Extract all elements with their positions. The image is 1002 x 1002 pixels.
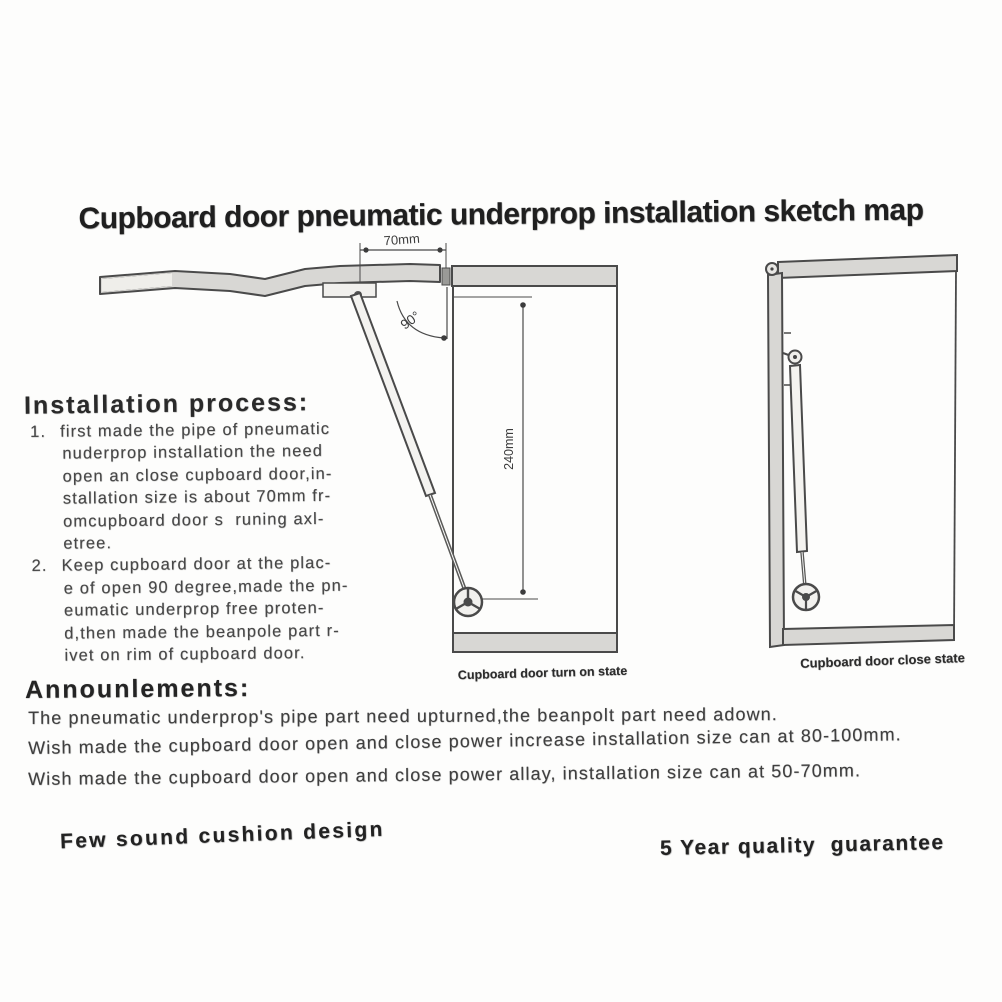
caption-open-state: Cupboard door turn on state xyxy=(457,663,628,683)
announcements-heading: Announlements: xyxy=(24,674,251,704)
page-title: Cupboard door pneumatic underprop installation sketch map xyxy=(78,193,924,236)
dimension-240mm xyxy=(454,297,538,599)
installation-step-2 xyxy=(31,551,412,667)
step-line: stallation size is about 70mm fr- xyxy=(62,487,332,508)
step-line: ivet on rim of cupboard door. xyxy=(64,644,306,665)
open-door-panel xyxy=(100,264,440,296)
step-line: e of open 90 degree,made the pn- xyxy=(63,576,349,598)
dimension-240mm-label: 240mm xyxy=(502,428,516,470)
step-text: Keep cupboard door at the plac- xyxy=(61,554,332,576)
gas-strut-closed xyxy=(783,333,807,587)
step-text: first made the pipe of pneumatic xyxy=(60,419,331,441)
installation-step-1 xyxy=(30,417,411,555)
step-line: omcupboard door s runing axl- xyxy=(62,509,325,531)
dimension-70mm-label: 70mm xyxy=(383,230,421,249)
step-number: 1. xyxy=(30,422,47,441)
installation-heading: Installation process: xyxy=(23,388,310,420)
diagram-closed-state xyxy=(750,245,980,685)
door-bracket xyxy=(323,283,376,299)
step-number: 2. xyxy=(31,557,48,576)
slogan-quality-guarantee: 5 Year quality guarantee xyxy=(659,831,945,860)
step-line: d,then made the beanpole part r- xyxy=(64,621,340,643)
step-line: etree. xyxy=(63,534,113,553)
angle-90-label: 90° xyxy=(397,308,424,333)
caption-closed-state: Cupboard door close state xyxy=(799,650,966,671)
hinge-icon xyxy=(766,263,778,275)
step-line: nuderprop installation the need xyxy=(62,442,324,464)
ball-mount-closed-icon xyxy=(793,584,819,610)
announcement-line: The pneumatic underprop's pipe part need upturned,the beanpolt part need adown. xyxy=(28,704,778,728)
installation-steps xyxy=(30,417,413,667)
ball-mount-icon xyxy=(454,588,482,616)
announcement-line: Wish made the cupboard door open and close power allay, installation size can at 50-70mm. xyxy=(28,760,862,789)
step-line: eumatic underprop free proten- xyxy=(63,599,325,620)
announcement-line: Wish made the cupboard door open and close power increase installation size can at 80-100mm. xyxy=(28,724,902,758)
step-line: open an close cupboard door,in- xyxy=(62,464,333,486)
slogan-cushion-design: Few sound cushion design xyxy=(59,817,386,854)
angle-90-arc xyxy=(397,287,447,341)
hinge-pin xyxy=(442,268,450,285)
